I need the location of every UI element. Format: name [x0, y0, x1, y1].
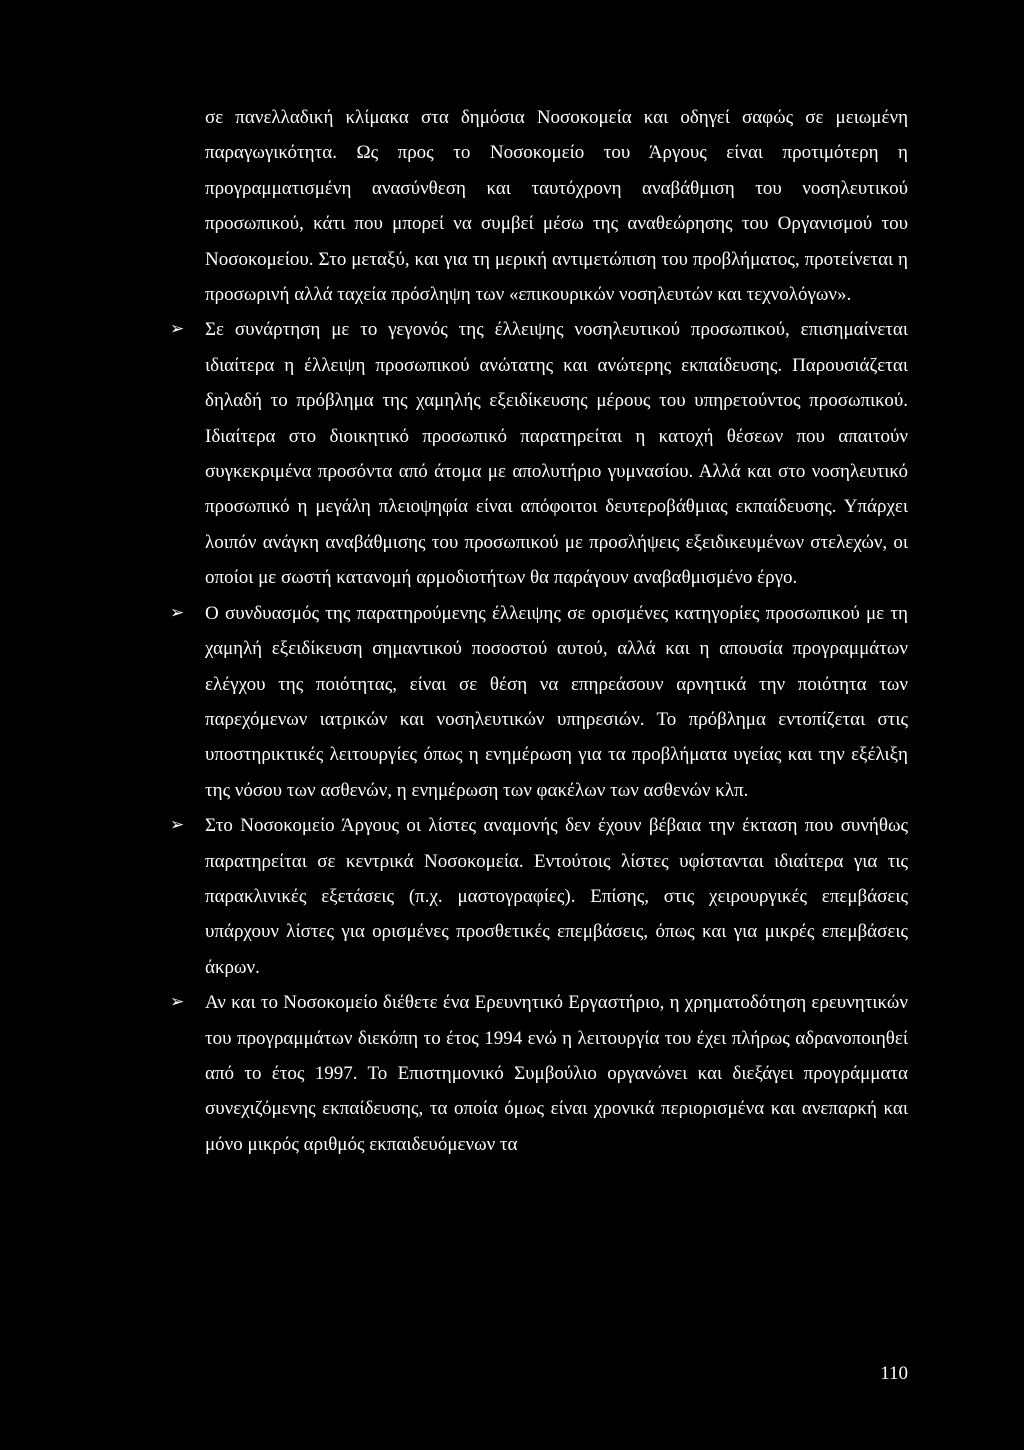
arrow-bullet-icon: ➢: [170, 815, 185, 836]
bullet-text: Ο συνδυασμός της παρατηρούμενης έλλειψης σε ορισμένες κατηγορίες προσωπικού με τη χαμηλή εξειδίκευση σημαντικού ποσοστού αυτού, αλλά και η απουσία προγραμμάτων ελέγχου της ποιότητας, είναι σε θέση να επηρεάσουν αρνητικά την ποιότητα των παρεχόμενων ιατρικών και νοσηλευτικών υπηρεσιών. Το πρόβλημα εντοπίζεται στις υποστηρικτικές λειτουργίες όπως η ενημέρωση για τα προβλήματα υγείας και την εξέλιξη της νόσου των ασθενών, η ενημέρωση των φακέλων των ασθενών κλπ.: [205, 602, 908, 801]
bullet-item-2: [170, 596, 908, 808]
bullet-item-1: [170, 312, 908, 595]
arrow-bullet-icon: ➢: [170, 602, 185, 623]
arrow-bullet-icon: ➢: [170, 992, 185, 1013]
bullet-text: Σε συνάρτηση με το γεγονός της έλλειψης νοσηλευτικού προσωπικού, επισημαίνεται ιδιαίτερα η έλλειψη προσωπικού ανώτατης και ανώτερης εκπαίδευσης. Παρουσιάζεται δηλαδή το πρόβλημα της χαμηλής εξειδίκευσης μέρους του υπηρετούντος προσωπικού. Ιδιαίτερα στο διοικητικό προσωπικό παρατηρείται η κατοχή θέσεων που απαιτούν συγκεκριμένα προσόντα από άτομα με απολυτήριο γυμνασίου. Αλλά και στο νοσηλευτικό προσωπικό η μεγάλη πλειοψηφία είναι απόφοιτοι δευτεροβάθμιας εκπαίδευσης. Υπάρχει λοιπόν ανάγκη αναβάθμισης του προσωπικού με προσλήψεις εξειδικευμένων στελεχών, οι οποίοι με σωστή κατανομή αρμοδιοτήτων θα παράγουν αναβαθμισμένο έργο.: [205, 319, 908, 589]
bullet-text: Στο Νοσοκομείο Άργους οι λίστες αναμονής δεν έχουν βέβαια την έκταση που συνήθως παρατηρείται σε κεντρικά Νοσοκομεία. Εντούτοις λίστες υφίστανται ιδιαίτερα για τις παρακλινικές εξετάσεις (π.χ. μαστογραφίες). Επίσης, στις χειρουργικές επεμβάσεις υπάρχουν λίστες για ορισμένες προσθετικές επεμβάσεις, όπως και για μικρές επεμβάσεις άκρων.: [205, 815, 908, 978]
bullet-item-4: [170, 985, 908, 1162]
arrow-bullet-icon: ➢: [170, 319, 185, 340]
document-body: [170, 100, 908, 1162]
page-number: 110: [880, 1363, 908, 1384]
intro-paragraph: σε πανελλαδική κλίμακα στα δημόσια Νοσοκομεία και οδηγεί σαφώς σε μειωμένη παραγωγικότητα. Ως προς το Νοσοκομείο του Άργους είναι προτιμότερη η προγραμματισμένη ανασύνθεση και ταυτόχρονη αναβάθμιση του νοσηλευτικού προσωπικού, κάτι που μπορεί να συμβεί μέσω της αναθεώρησης του Οργανισμού του Νοσοκομείου. Στο μεταξύ, και για τη μερική αντιμετώπιση του προβλήματος, προτείνεται η προσωρινή αλλά ταχεία πρόσληψη των «επικουρικών νοσηλευτών και τεχνολόγων».: [205, 107, 908, 306]
bullet-item-3: [170, 808, 908, 985]
bullet-text: Αν και το Νοσοκομείο διέθετε ένα Ερευνητικό Εργαστήριο, η χρηματοδότηση ερευνητικών του προγραμμάτων διεκόπη το έτος 1994 ενώ η λειτουργία του έχει πλήρως αδρανοποιηθεί από το έτος 1997. Το Επιστημονικό Συμβούλιο οργανώνει και διεξάγει προγράμματα συνεχιζόμενης εκπαίδευσης, τα οποία όμως είναι χρονικά περιορισμένα και ανεπαρκή και μόνο μικρός αριθμός εκπαιδευόμενων τα: [205, 992, 908, 1155]
